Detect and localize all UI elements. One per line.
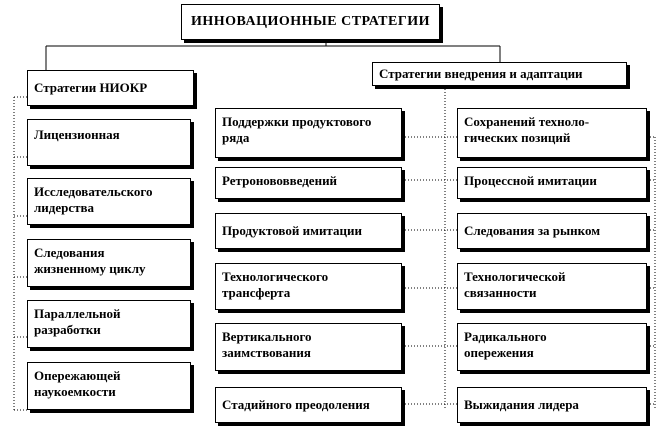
right-col1-item-label: Продуктовой имитации xyxy=(222,223,362,238)
left-item-box xyxy=(27,300,191,348)
left-item-label: Лицензионная xyxy=(34,127,120,142)
right-col1-item-label: Стадийного преодоления xyxy=(222,397,370,412)
right-col1-item-label: Ретронововведений xyxy=(222,173,338,188)
right-col2-item-box xyxy=(457,108,647,158)
left-item-label: Следования жизненному циклу xyxy=(34,245,146,276)
left-header-box xyxy=(27,70,194,106)
root-label: ИННОВАЦИОННЫЕ СТРАТЕГИИ xyxy=(190,14,431,29)
right-col2-item-label: Выжидания лидера xyxy=(464,397,579,412)
left-item-label: Исследовательского лидерства xyxy=(34,184,153,215)
right-col2-item-label: Процессной имитации xyxy=(464,173,597,188)
left-item-box xyxy=(27,239,191,287)
right-col1-item-label: Поддержки продуктового ряда xyxy=(222,114,372,145)
right-col2-item-box xyxy=(457,213,647,249)
right-col1-item-box xyxy=(215,167,402,199)
left-item-label: Опережающей наукоемкости xyxy=(34,368,121,399)
right-col1-item-label: Технологического трансферта xyxy=(222,269,329,300)
root-box xyxy=(181,4,440,40)
right-col2-item-label: Следования за рынком xyxy=(464,223,601,238)
right-col2-item-label: Технологической связанности xyxy=(464,269,566,300)
left-item-box xyxy=(27,119,191,166)
left-item-box xyxy=(27,362,191,410)
right-col2-item-box xyxy=(457,323,647,371)
right-col1-item-label: Вертикального заимствования xyxy=(222,329,312,360)
right-header-label: Стратегии внедрения и адаптации xyxy=(379,66,583,81)
right-col2-item-label: Радикального опережения xyxy=(464,329,547,360)
right-col2-item-box xyxy=(457,167,647,199)
right-col1-item-box xyxy=(215,387,402,423)
right-col1-item-box xyxy=(215,108,402,158)
right-header-box xyxy=(372,62,627,86)
right-col2-item-label: Сохранений техноло- гических позиций xyxy=(464,114,590,145)
left-header-label: Стратегии НИОКР xyxy=(34,80,148,95)
right-col1-item-box xyxy=(215,323,402,371)
right-col2-item-box xyxy=(457,263,647,310)
right-col1-item-box xyxy=(215,213,402,249)
left-item-box xyxy=(27,178,191,225)
right-col1-item-box xyxy=(215,263,402,310)
right-col2-item-box xyxy=(457,387,647,423)
left-item-label: Параллельной разработки xyxy=(34,306,121,337)
